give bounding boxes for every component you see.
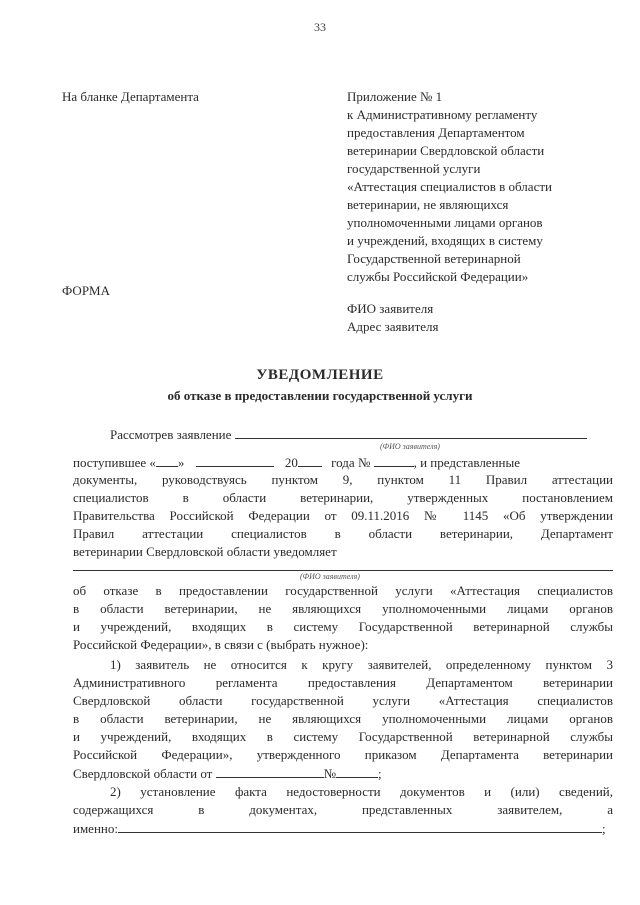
- applicant-address-label: Адрес заявителя: [347, 319, 439, 334]
- received-suffix: , и представленные: [413, 455, 520, 470]
- appendix-line: службы Российской Федерации»: [347, 269, 529, 284]
- item1-last-line: [73, 764, 613, 783]
- body-line: Правительства Российской Федерации от 09.11.2016 № 1145 «Об утверждении: [73, 508, 613, 523]
- item-1: [73, 656, 613, 783]
- received-prefix: поступившее «: [73, 455, 156, 470]
- body-line: Правил аттестации специалистов в области ветеринарии, Департамент: [73, 526, 613, 541]
- document-subtitle: об отказе в предоставлении государственной услуги: [167, 388, 473, 403]
- refusal-paragraph: [73, 582, 613, 654]
- order-number-field[interactable]: [336, 764, 378, 778]
- number-label: года №: [331, 455, 371, 470]
- item1-line: и учреждений, входящих в систему Государственной ветеринарной службы: [73, 729, 613, 744]
- appendix-line: уполномоченными лицами органов: [347, 215, 543, 230]
- refusal-line: в области ветеринарии, не являющихся уполномоченными лицами органов: [73, 601, 613, 616]
- applicant-fio-field[interactable]: [235, 425, 587, 439]
- hint-fio: (ФИО заявителя): [380, 442, 440, 451]
- appendix-line: «Аттестация специалистов в области: [347, 179, 552, 194]
- appendix-line: Приложение № 1: [347, 89, 443, 104]
- applicant-name-label: ФИО заявителя: [347, 301, 434, 316]
- appendix-line: ветеринарии, не являющихся: [347, 197, 509, 212]
- hint-fio-2: (ФИО заявителя): [300, 572, 360, 581]
- considered-label: Рассмотрев заявление: [110, 427, 232, 442]
- appendix-line: ветеринарии Свердловской области: [347, 143, 545, 158]
- item2-semicolon: ;: [601, 821, 606, 836]
- item1-line: Свердловской области государственной услуги «Аттестация специалистов: [73, 693, 613, 708]
- item2-line: 2) установление факта недостоверности документов и (или) сведений,: [110, 784, 613, 799]
- document-title: УВЕДОМЛЕНИЕ: [256, 367, 384, 383]
- year-field[interactable]: [298, 453, 322, 467]
- item1-semicolon: ;: [378, 766, 382, 781]
- body-paragraph: [73, 471, 613, 561]
- item1-date-label: Свердловской области от: [73, 766, 213, 781]
- item2-namely-label: именно:: [73, 821, 118, 836]
- item1-line: Административного регламента предоставления Департаментом ветеринарии: [73, 675, 613, 690]
- refusal-line: об отказе в предоставлении государственной услуги «Аттестация специалистов: [73, 583, 613, 598]
- order-date-field[interactable]: [216, 764, 324, 778]
- namely-field[interactable]: [118, 819, 602, 833]
- year-prefix: 20: [284, 455, 298, 470]
- body-line: документы, руководствуясь пунктом 9, пунктом 11 Правил аттестации: [73, 472, 613, 487]
- item-2: [73, 783, 613, 838]
- day-field[interactable]: [156, 453, 178, 467]
- item1-line: в области ветеринарии, не являющихся уполномоченными лицами органов: [73, 711, 613, 726]
- fio-underline[interactable]: [73, 570, 613, 571]
- body-line: специалистов в области ветеринарии, утвержденных постановлением: [73, 490, 613, 505]
- item1-line: Российской Федерации», утвержденного приказом Департамента ветеринарии: [73, 747, 613, 762]
- appendix-line: и учреждений, входящих в систему: [347, 233, 543, 248]
- considered-line: [110, 425, 587, 444]
- number-field[interactable]: [374, 453, 414, 467]
- item1-line: 1) заявитель не относится к кругу заявителей, определенному пунктом 3: [110, 657, 613, 672]
- form-label: ФОРМА: [62, 283, 110, 298]
- page-number: 33: [314, 20, 326, 34]
- item2-last-line: [73, 819, 613, 838]
- item1-number-label: №: [323, 766, 336, 781]
- month-field[interactable]: [196, 453, 274, 467]
- appendix-block: [347, 88, 637, 286]
- appendix-line: государственной услуги: [347, 161, 481, 176]
- appendix-line: предоставления Департаментом: [347, 125, 525, 140]
- body-line: ветеринарии Свердловской области уведомляет: [73, 544, 337, 559]
- refusal-line: и учреждений, входящих в систему Государственной ветеринарной службы: [73, 619, 613, 634]
- letterhead-note: На бланке Департамента: [62, 89, 199, 104]
- received-line: [73, 453, 520, 472]
- appendix-line: Государственной ветеринарной: [347, 251, 521, 266]
- item2-line: содержащихся в документах, представленных заявителем, а: [73, 802, 613, 817]
- received-quote: »: [177, 455, 185, 470]
- refusal-line: Российской Федерации», в связи с (выбрать нужное):: [73, 637, 369, 652]
- appendix-line: к Административному регламенту: [347, 107, 538, 122]
